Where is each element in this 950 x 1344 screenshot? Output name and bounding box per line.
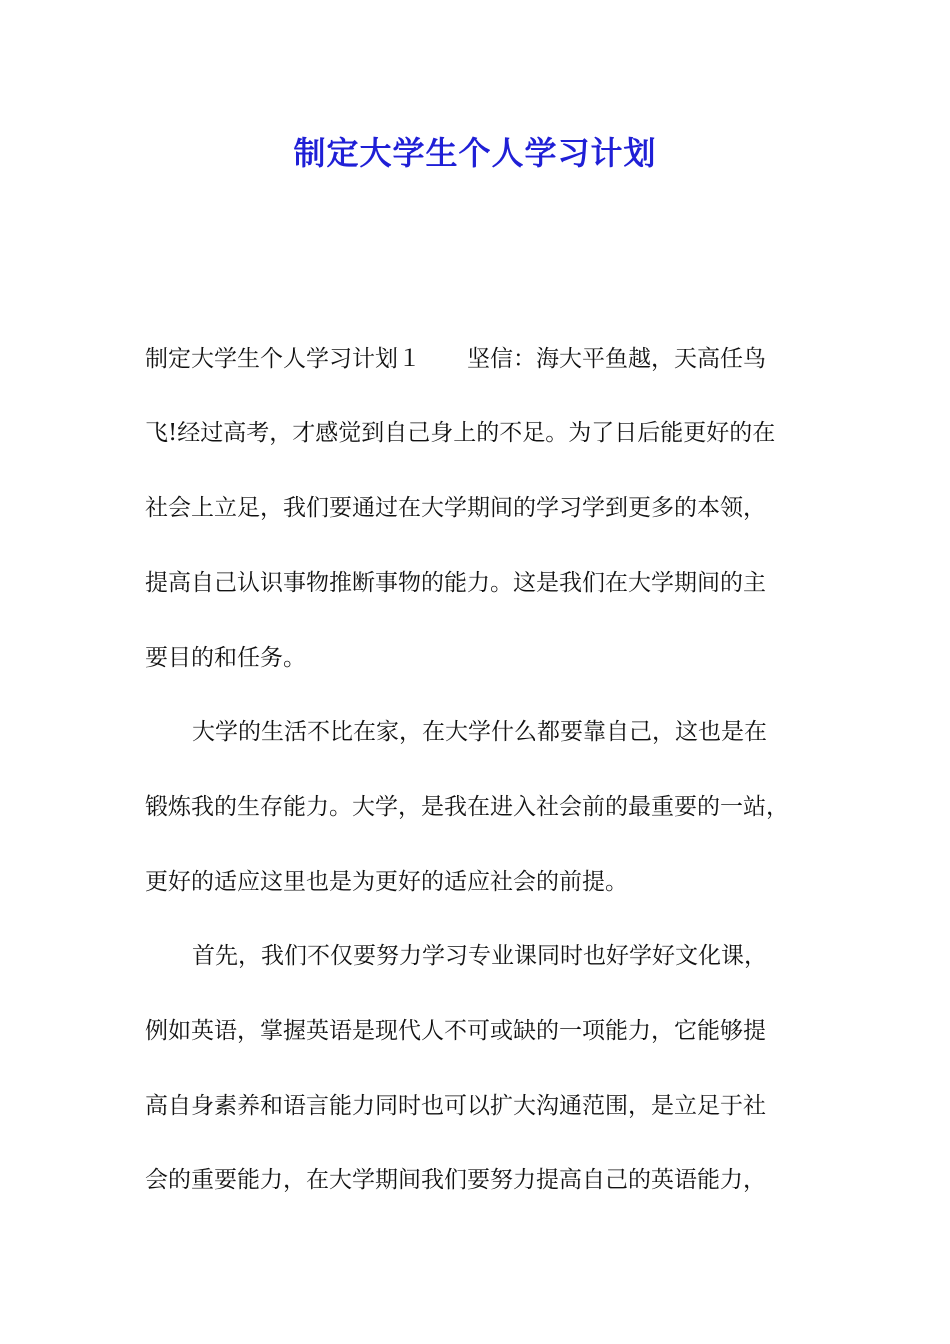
- body-line: 例如英语，掌握英语是现代人不可或缺的一项能力，它能够提: [145, 1018, 766, 1044]
- body-line: 制定大学生个人学习计划１ 坚信：海大平鱼越，天高任鸟: [145, 346, 766, 372]
- body-line: 提高自己认识事物推断事物的能力。这是我们在大学期间的主: [145, 570, 766, 596]
- body-line: 高自身素养和语言能力同时也可以扩大沟通范围，是立足于社: [145, 1093, 766, 1119]
- paragraph-first-line: 首先，我们不仅要努力学习专业课同时也好学好文化课，: [192, 943, 767, 969]
- body-line: 锻炼我的生存能力。大学，是我在进入社会前的最重要的一站，: [145, 794, 789, 820]
- body-line: 飞!经过高考，才感觉到自己身上的不足。为了日后能更好的在: [145, 420, 776, 446]
- body-line: 会的重要能力，在大学期间我们要努力提高自己的英语能力，: [145, 1167, 766, 1193]
- paragraph-first-line: 大学的生活不比在家，在大学什么都要靠自己，这也是在: [192, 719, 767, 745]
- document-title: 制定大学生个人学习计划: [293, 134, 657, 172]
- body-line: 社会上立足，我们要通过在大学期间的学习学到更多的本领，: [145, 495, 766, 521]
- body-line: 更好的适应这里也是为更好的适应社会的前提。: [145, 869, 628, 895]
- body-line: 要目的和任务。: [145, 645, 306, 671]
